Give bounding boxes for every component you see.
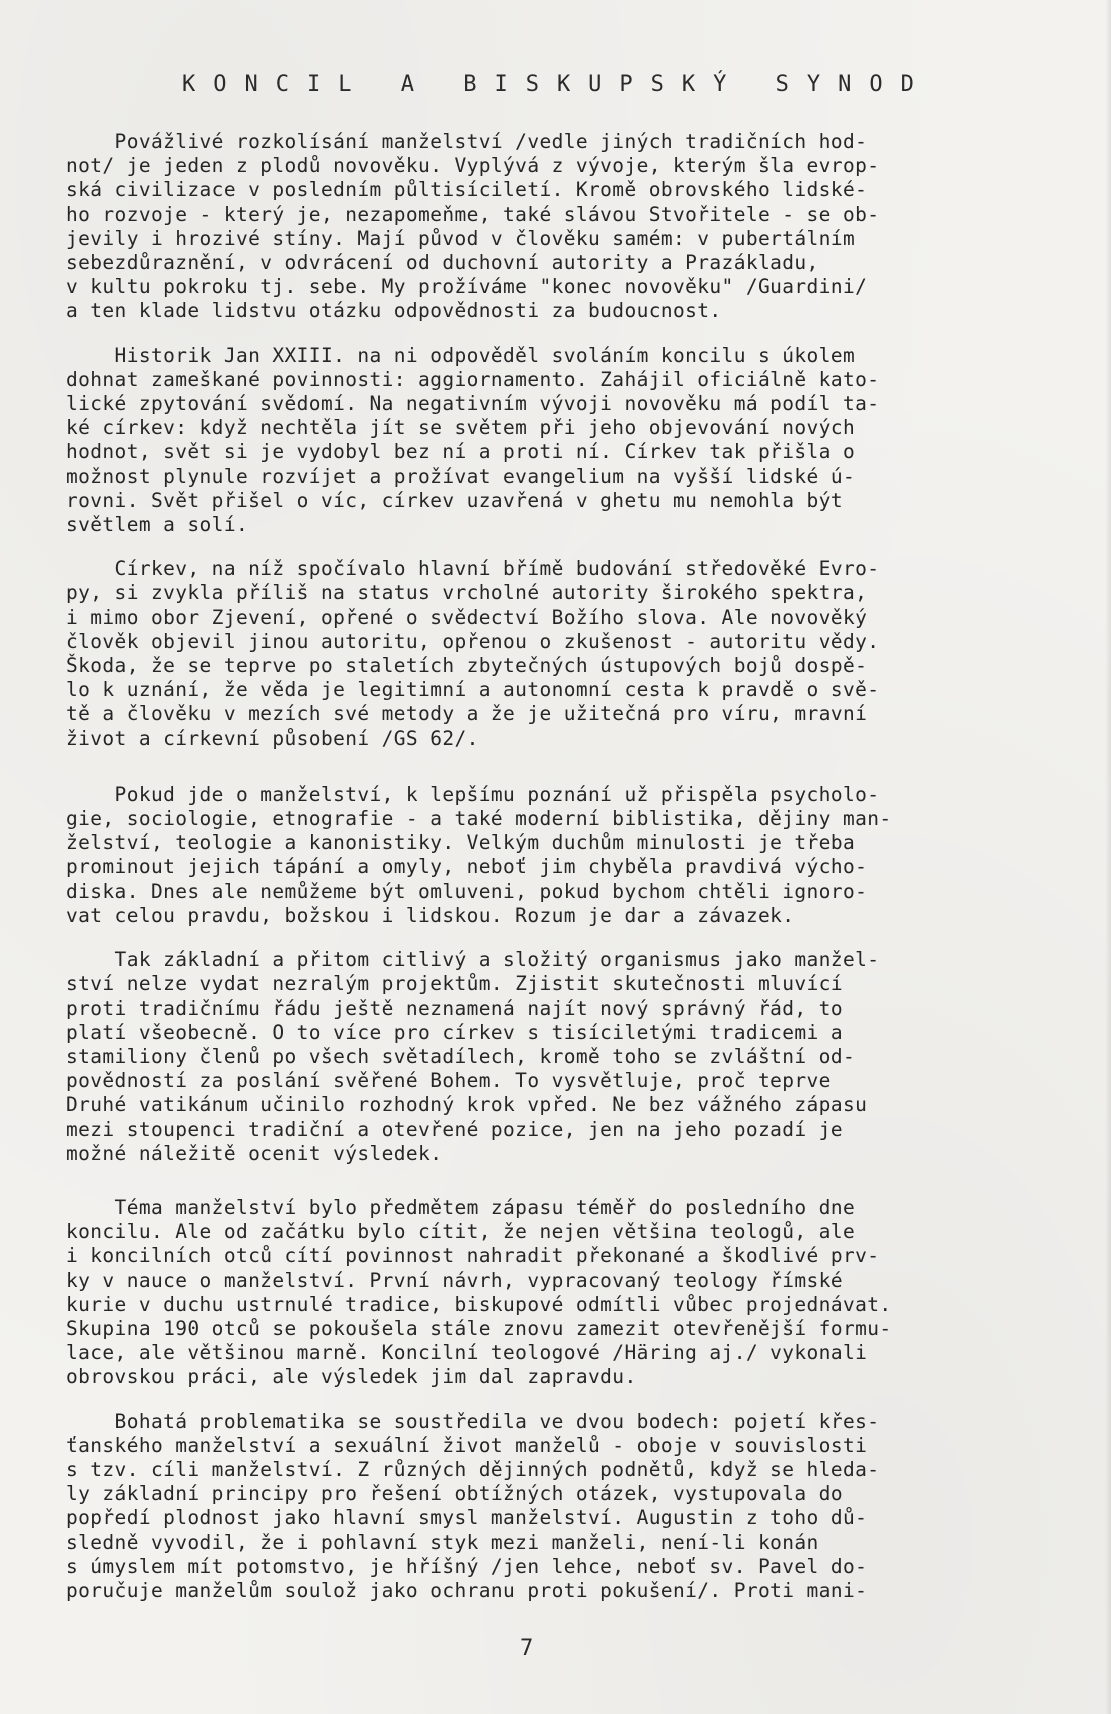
text-line: ství nelze vydat nezralým projektům. Zjistit skutečnosti mluvící bbox=[66, 972, 843, 996]
body-text bbox=[66, 130, 1056, 1623]
text-line: želství, teologie a kanonistiky. Velkým duchům minulosti je třeba bbox=[66, 831, 856, 855]
text-line: Církev, na níž spočívalo hlavní břímě budování středověké Evro- bbox=[66, 557, 880, 581]
text-line: py, si zvykla příliš na status vrcholné autority širokého spektra, bbox=[66, 581, 868, 605]
text-line: Povážlivé rozkolísání manželství /vedle jiných tradičních hod- bbox=[66, 130, 868, 153]
text-line: v kultu pokroku tj. sebe. My prožíváme "konec novověku" /Guardini/ bbox=[66, 275, 868, 299]
text-line: Pokud jde o manželství, k lepšímu poznání už přispěla psycholo- bbox=[66, 782, 880, 806]
text-line: gie, sociologie, etnografie - a také moderní biblistika, dějiny man- bbox=[66, 807, 892, 831]
text-line: Škoda, že se teprve po staletích zbytečných ústupových bojů dospě- bbox=[66, 654, 868, 678]
text-line: s tzv. cíli manželství. Z různých dějinných podnětů, když se hleda- bbox=[66, 1457, 880, 1481]
page-edge-shadow bbox=[1105, 0, 1111, 1714]
text-line: ké církev: když nechtěla jít se světem při jeho objevování nových bbox=[66, 416, 856, 440]
text-line: kurie v duchu ustrnulé tradice, biskupové odmítli vůbec projednávat. bbox=[66, 1292, 892, 1316]
text-line: možnost plynule rozvíjet a prožívat evangelium na vyšší lidské ú- bbox=[66, 464, 856, 488]
text-line: mezi stoupenci tradiční a otevřené pozice, jen na jeho pozadí je bbox=[66, 1117, 843, 1141]
text-line: lo k uznání, že věda je legitimní a autonomní cesta k pravdě o svě- bbox=[66, 678, 880, 702]
text-line: poručuje manželům soulož jako ochranu proti pokušení/. Proti mani- bbox=[66, 1578, 868, 1602]
text-line: Skupina 190 otců se pokoušela stále znovu zamezit otevřenější formu- bbox=[66, 1316, 892, 1340]
text-line: možné náležitě ocenit výsledek. bbox=[66, 1141, 443, 1165]
text-line: popředí plodnost jako hlavní smysl manželství. Augustin z toho dů- bbox=[66, 1506, 868, 1530]
paragraph-2 bbox=[66, 344, 1056, 538]
text-line: s úmyslem mít potomstvo, je hříšný /jen lehce, neboť sv. Pavel do- bbox=[66, 1554, 868, 1578]
text-line: stamiliony členů po všech světadílech, kromě toho se zvláštní od- bbox=[66, 1044, 856, 1068]
text-line: a ten klade lidstvu otázku odpovědnosti za budoucnost. bbox=[66, 299, 722, 323]
text-line: sebezdůraznění, v odvrácení od duchovní autority a Prazákladu, bbox=[66, 251, 819, 275]
text-line: jevily i hrozivé stíny. Mají původ v člověku samém: v pubertálním bbox=[66, 226, 856, 250]
text-line: Bohatá problematika se soustředila ve dvou bodech: pojetí křes- bbox=[66, 1409, 880, 1433]
text-line: not/ je jeden z plodů novověku. Vyplývá z vývoje, kterým šla evrop- bbox=[66, 154, 880, 178]
text-line: světlem a solí. bbox=[66, 513, 249, 537]
text-line: prominout jejich tápání a omyly, neboť jim chyběla pravdivá výcho- bbox=[66, 855, 868, 879]
text-line: ská civilizace v posledním půltisíciletí. Kromě obrovského lidské- bbox=[66, 178, 868, 202]
text-line: Historik Jan XXIII. na ni odpověděl svoláním koncilu s úkolem bbox=[66, 343, 856, 367]
text-line: ky v nauce o manželství. První návrh, vypracovaný teology římské bbox=[66, 1268, 843, 1292]
page-title: KONCIL A BISKUPSKÝ SYNOD bbox=[182, 72, 932, 97]
text-line: Téma manželství bylo předmětem zápasu téměř do posledního dne bbox=[66, 1195, 856, 1219]
text-line: i mimo obor Zjevení, opřené o svědectví Božího slova. Ale novověký bbox=[66, 605, 868, 629]
text-line: Tak základní a přitom citlivý a složitý organismus jako manžel- bbox=[66, 948, 880, 972]
text-line: sledně vyvodil, že i pohlavní styk mezi manželi, není-li konán bbox=[66, 1530, 819, 1554]
paragraph-3 bbox=[66, 557, 1056, 751]
text-line: koncilu. Ale od začátku bylo cítit, že nejen většina teologů, ale bbox=[66, 1220, 856, 1244]
text-line: hodnot, svět si je vydobyl bez ní a proti ní. Církev tak přišla o bbox=[66, 440, 856, 464]
paragraph-1 bbox=[66, 130, 1056, 324]
text-line: i koncilních otců cítí povinnost nahradit překonané a škodlivé prv- bbox=[66, 1244, 880, 1268]
text-line: tě a člověku v mezích své metody a že je užitečná pro víru, mravní bbox=[66, 702, 868, 726]
text-line: člověk objevil jinou autoritu, opřenou o zkušenost - autoritu vědy. bbox=[66, 629, 880, 653]
text-line: povědností za poslání svěřené Bohem. To vysvětluje, proč teprve bbox=[66, 1069, 831, 1093]
paragraph-5 bbox=[66, 948, 1056, 1166]
page-number: 7 bbox=[520, 1636, 534, 1661]
text-line: diska. Dnes ale nemůžeme být omluveni, pokud bychom chtěli ignoro- bbox=[66, 879, 868, 903]
text-line: ťanského manželství a sexuální život manželů - oboje v souvislosti bbox=[66, 1433, 868, 1457]
text-line: proti tradičnímu řádu ještě neznamená najít nový správný řád, to bbox=[66, 996, 843, 1020]
text-line: obrovskou práci, ale výsledek jim dal zapravdu. bbox=[66, 1365, 637, 1389]
text-line: dohnat zameškané povinnosti: aggiornamento. Zahájil oficiálně kato- bbox=[66, 367, 880, 391]
text-line: vat celou pravdu, božskou i lidskou. Rozum je dar a závazek. bbox=[66, 903, 795, 927]
paragraph-6 bbox=[66, 1196, 1056, 1390]
text-line: život a církevní působení /GS 62/. bbox=[66, 726, 479, 750]
paragraph-4 bbox=[66, 783, 1056, 928]
text-line: rovni. Svět přišel o víc, církev uzavřená v ghetu mu nemohla být bbox=[66, 488, 843, 512]
text-line: lické zpytování svědomí. Na negativním vývoji novověku má podíl ta- bbox=[66, 392, 880, 416]
text-line: lace, ale většinou marně. Koncilní teologové /Häring aj./ vykonali bbox=[66, 1341, 868, 1365]
text-line: Druhé vatikánum učinilo rozhodný krok vpřed. Ne bez vážného zápasu bbox=[66, 1093, 868, 1117]
text-line: ho rozvoje - který je, nezapomeňme, také slávou Stvořitele - se ob- bbox=[66, 202, 880, 226]
text-line: ly základní principy pro řešení obtížných otázek, vystupovala do bbox=[66, 1482, 843, 1506]
text-line: platí všeobecně. O to více pro církev s tisíciletými tradicemi a bbox=[66, 1020, 843, 1044]
paragraph-7 bbox=[66, 1410, 1056, 1604]
